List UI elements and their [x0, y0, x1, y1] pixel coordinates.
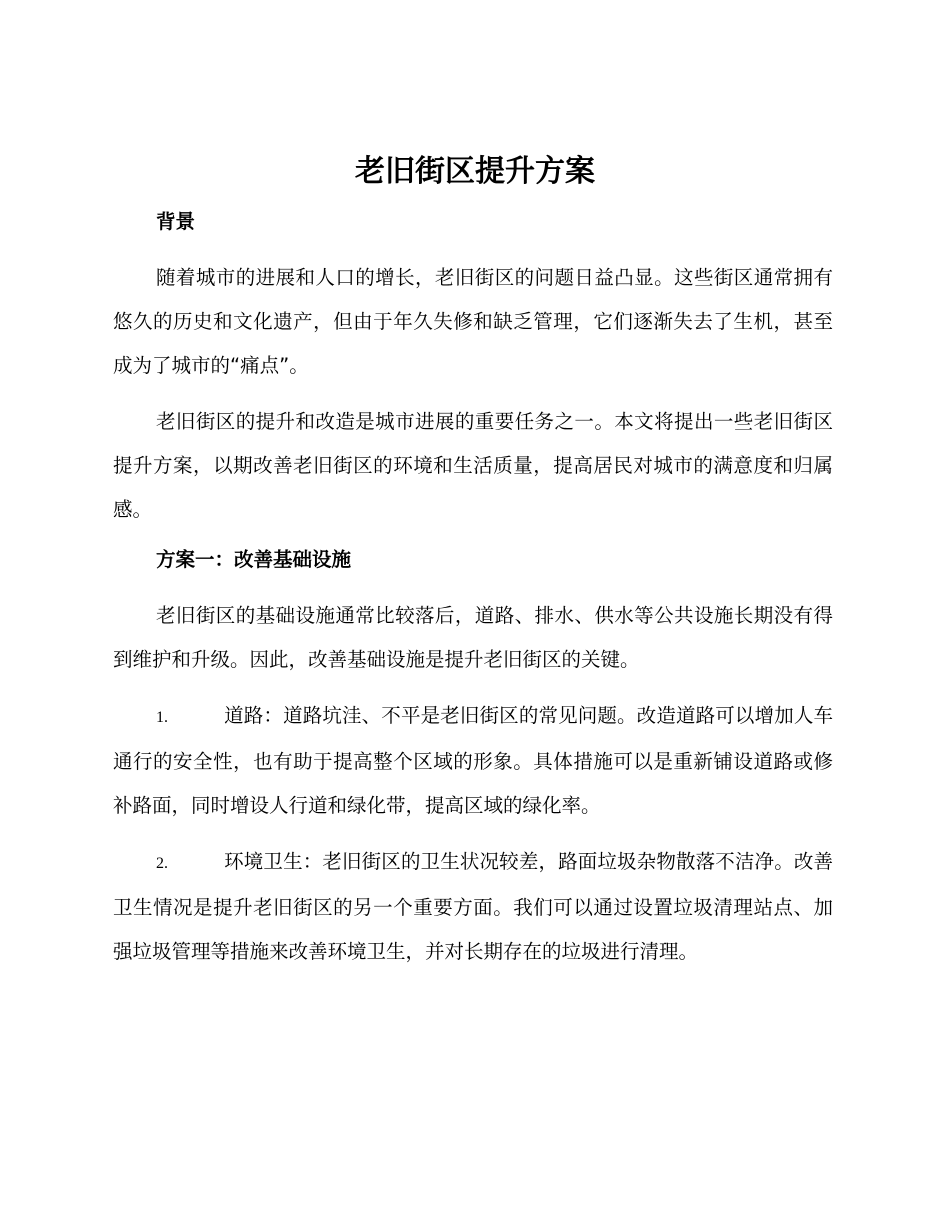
list-item-number: 1.: [156, 709, 168, 726]
section-heading-plan-1: 方案一：改善基础设施: [156, 548, 352, 571]
document-title: 老旧街区提升方案: [355, 154, 595, 189]
list-item-text: 环境卫生：老旧街区的卫生状况较差，路面垃圾杂物散落不洁净。改善卫生情况是提升老旧街区的另一个重要方面。我们可以通过设置垃圾清理站点、加强垃圾管理等措施来改善环境卫生，并对长期存在的垃圾进行清理。: [113, 850, 833, 963]
list-item: [113, 840, 833, 974]
paragraph-background-2: 老旧街区的提升和改造是城市进展的重要任务之一。本文将提出一些老旧街区提升方案，以期改善老旧街区的环境和生活质量，提高居民对城市的满意度和归属感。: [113, 410, 833, 521]
section-heading-background: 背景: [156, 210, 196, 233]
list-item: [113, 694, 833, 828]
list-item-text: 道路：道路坑洼、不平是老旧街区的常见问题。改造道路可以增加人车通行的安全性，也有助于提高整个区域的形象。具体措施可以是重新铺设道路或修补路面，同时增设人行道和绿化带，提高区域的绿化率。: [113, 704, 833, 817]
paragraph-background-1: 随着城市的进展和人口的增长，老旧街区的问题日益凸显。这些街区通常拥有悠久的历史和文化遗产，但由于年久失修和缺乏管理，它们逐渐失去了生机，甚至成为了城市的“痛点”。: [113, 266, 833, 377]
paragraph-plan-1-intro: 老旧街区的基础设施通常比较落后，道路、排水、供水等公共设施长期没有得到维护和升级。因此，改善基础设施是提升老旧街区的关键。: [113, 604, 833, 671]
list-item-number: 2.: [156, 855, 168, 872]
document-body: [113, 206, 833, 986]
